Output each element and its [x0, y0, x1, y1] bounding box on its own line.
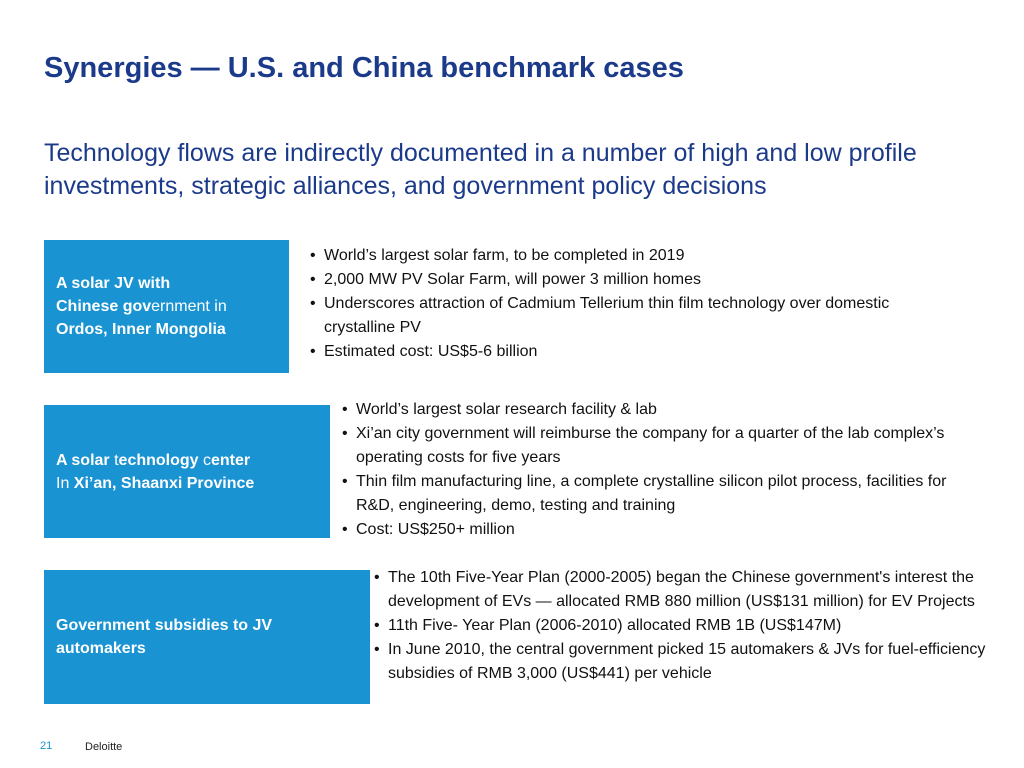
bullet-item: • World’s largest solar farm, to be completed in 2019 [310, 244, 960, 268]
case-label-part: A solar [56, 451, 115, 469]
bullet-item: • Cost: US$250+ million [342, 518, 982, 542]
case-label [56, 449, 254, 495]
footer-brand: Deloitte [85, 741, 123, 753]
case-label [56, 272, 227, 341]
bullet-item: • The 10th Five-Year Plan (2000-2005) began the Chinese government's interest the development of EVs — allocated RMB 880 million (US$131 million) for EV Projects [374, 566, 994, 614]
bullet-item: • World’s largest solar research facility & lab [342, 398, 982, 422]
bullet-item: • Estimated cost: US$5-6 billion [310, 340, 960, 364]
case-box-solar-jv [44, 240, 289, 373]
case-bullets-tech-center [342, 398, 982, 542]
case-label-part: enter [211, 451, 251, 469]
case-label-part: Ordos, Inner Mongolia [56, 321, 226, 338]
bullet-item: • 2,000 MW PV Solar Farm, will power 3 million homes [310, 268, 960, 292]
case-label-part: A solar JV with [56, 275, 171, 292]
case-box-subsidies [44, 570, 370, 704]
slide-title: Synergies — U.S. and China benchmark cases [44, 52, 684, 84]
page-number: 21 [40, 740, 53, 752]
bullet-item: • 11th Five- Year Plan (2006-2010) allocated RMB 1B (US$147M) [374, 614, 994, 638]
case-label-part: Chinese gov [56, 298, 152, 315]
bullet-item: • Xi’an city government will reimburse the company for a quarter of the lab complex’s operating costs for five years [342, 422, 982, 470]
bullet-item: • Thin film manufacturing line, a complete crystalline silicon pilot process, facilities for R&D, engineering, demo, testing and training [342, 470, 982, 518]
bullet-item: • Underscores attraction of Cadmium Tellerium thin film technology over domestic crystalline PV [310, 292, 960, 340]
case-bullets-subsidies [374, 566, 994, 686]
case-label-part: c [203, 451, 211, 469]
case-label-part: ernment in [151, 298, 227, 315]
slide-subtitle: Technology flows are indirectly documented in a number of high and low profile investments, strategic alliances, and government policy decisions [44, 139, 917, 200]
case-label-part: Government subsidies to JV automakers [56, 617, 273, 657]
case-label-part: t [114, 451, 119, 469]
bullet-item: • In June 2010, the central government picked 15 automakers & JVs for fuel-efficiency subsidies of RMB 3,000 (US$441) per vehicle [374, 638, 994, 686]
case-label-part: In [56, 474, 74, 492]
case-label-part: Xi’an, Shaanxi Province [73, 474, 255, 492]
case-box-tech-center [44, 405, 330, 538]
case-label [56, 614, 358, 660]
case-label-part: echnology [118, 451, 203, 469]
case-bullets-solar-jv [310, 244, 960, 364]
